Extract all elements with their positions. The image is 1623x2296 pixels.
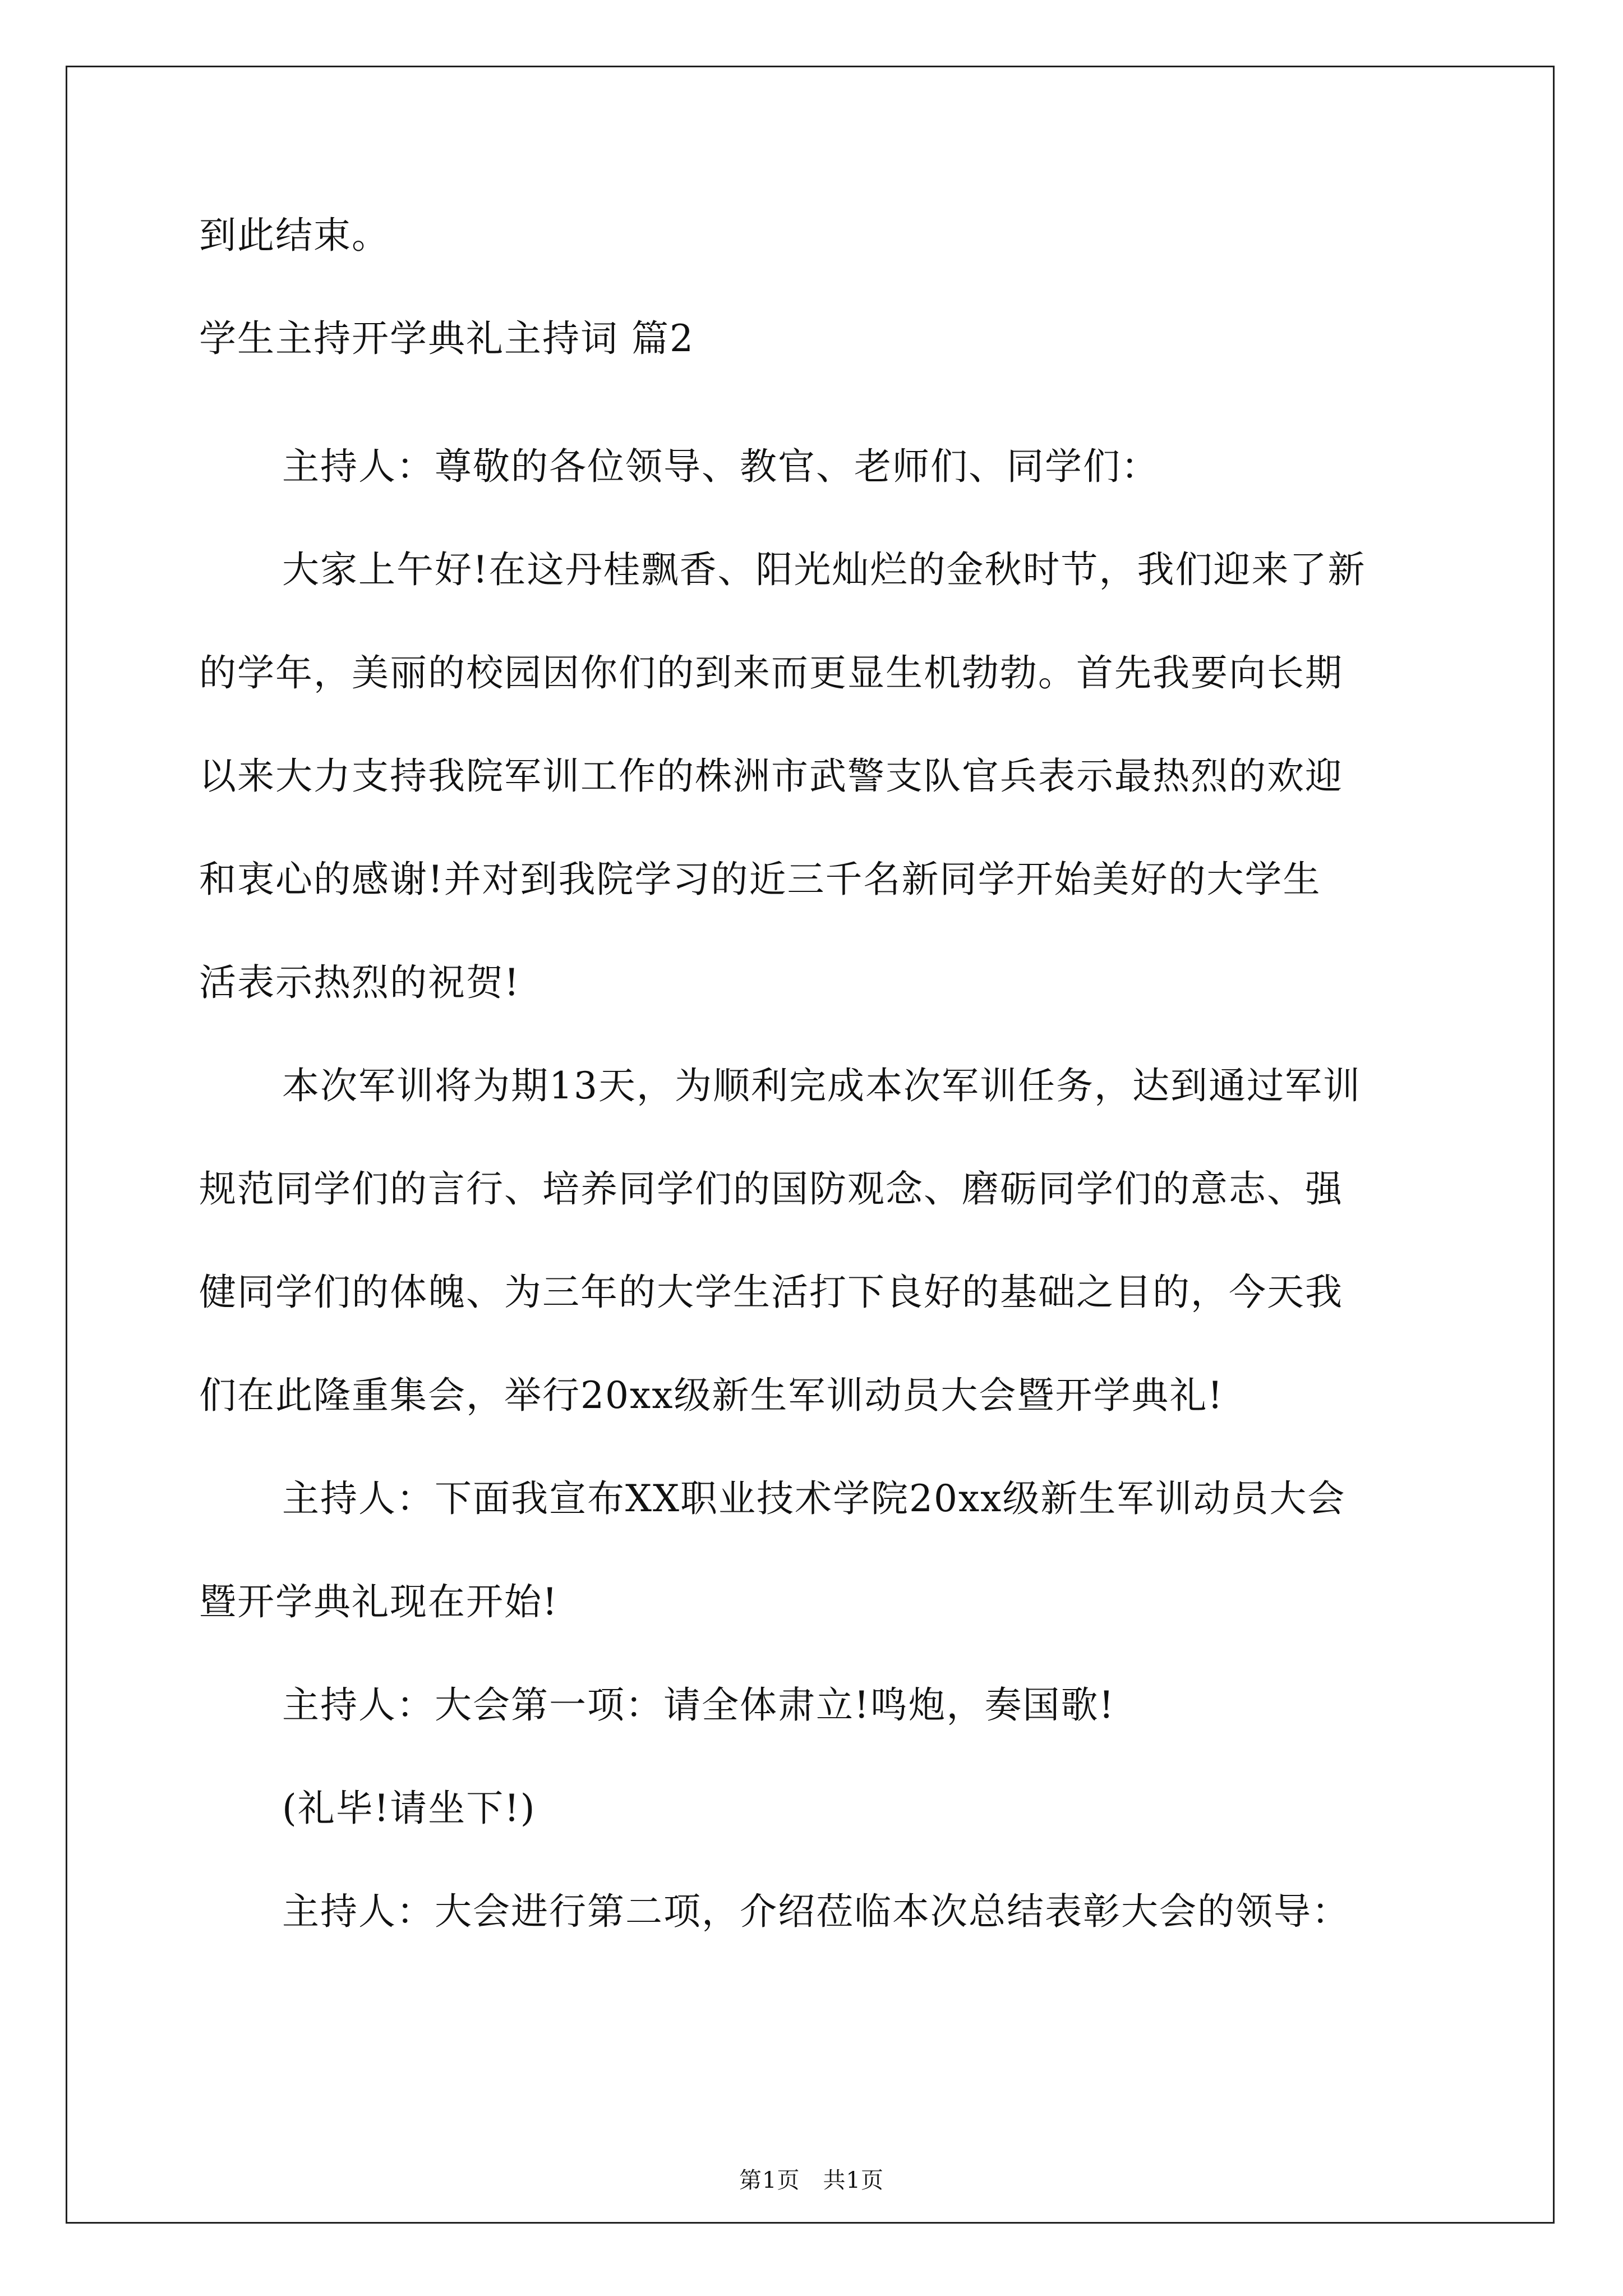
paragraph-line: 和衷心的感谢!并对到我院学习的近三千名新同学开始美好的大学生 xyxy=(199,858,1321,901)
document-body xyxy=(199,208,1424,1963)
page-footer: 第1页 共1页 xyxy=(739,2168,884,2193)
paragraph-line: 大家上午好!在这丹桂飘香、阳光灿烂的金秋时节，我们迎来了新 xyxy=(282,548,1366,591)
paragraph-line: 规范同学们的言行、培养同学们的国防观念、磨砺同学们的意志、强 xyxy=(199,1167,1343,1211)
paragraph-line: 主持人：大会第一项：请全体肃立!鸣炮，奏国歌! xyxy=(282,1683,1115,1727)
section-heading: 学生主持开学典礼主持词 篇2 xyxy=(199,317,694,360)
paragraph xyxy=(199,1034,1424,1447)
paragraph xyxy=(199,1654,1424,1757)
paragraph xyxy=(199,1757,1424,1860)
paragraph-line: 主持人：大会进行第二项，介绍莅临本次总结表彰大会的领导： xyxy=(282,1890,1350,1933)
paragraph xyxy=(199,1860,1424,1963)
paragraph-line: 主持人：尊敬的各位领导、教官、老师们、同学们： xyxy=(282,445,1159,488)
paragraph-line: 以来大力支持我院军训工作的株洲市武警支队官兵表示最热烈的欢迎 xyxy=(199,754,1343,798)
paragraph-line: 活表示热烈的祝贺! xyxy=(199,961,520,1004)
paragraph-line: 本次军训将为期13天，为顺利完成本次军训任务，达到通过军训 xyxy=(282,1064,1361,1107)
paragraph-line: 主持人：下面我宣布XX职业技术学院20xx级新生军训动员大会 xyxy=(282,1477,1346,1520)
paragraph-line: (礼毕!请坐下!) xyxy=(282,1787,536,1830)
paragraph-line: 们在此隆重集会，举行20xx级新生军训动员大会暨开学典礼! xyxy=(199,1374,1224,1417)
paragraph xyxy=(199,415,1424,518)
closing-line: 到此结束。 xyxy=(199,214,390,257)
paragraph xyxy=(199,1447,1424,1654)
paragraph-line: 的学年，美丽的校园因你们的到来而更显生机勃勃。首先我要向长期 xyxy=(199,651,1343,694)
paragraph-line: 健同学们的体魄、为三年的大学生活打下良好的基础之目的，今天我 xyxy=(199,1271,1343,1314)
paragraph xyxy=(199,518,1424,1034)
paragraph-line: 暨开学典礼现在开始! xyxy=(199,1580,559,1623)
